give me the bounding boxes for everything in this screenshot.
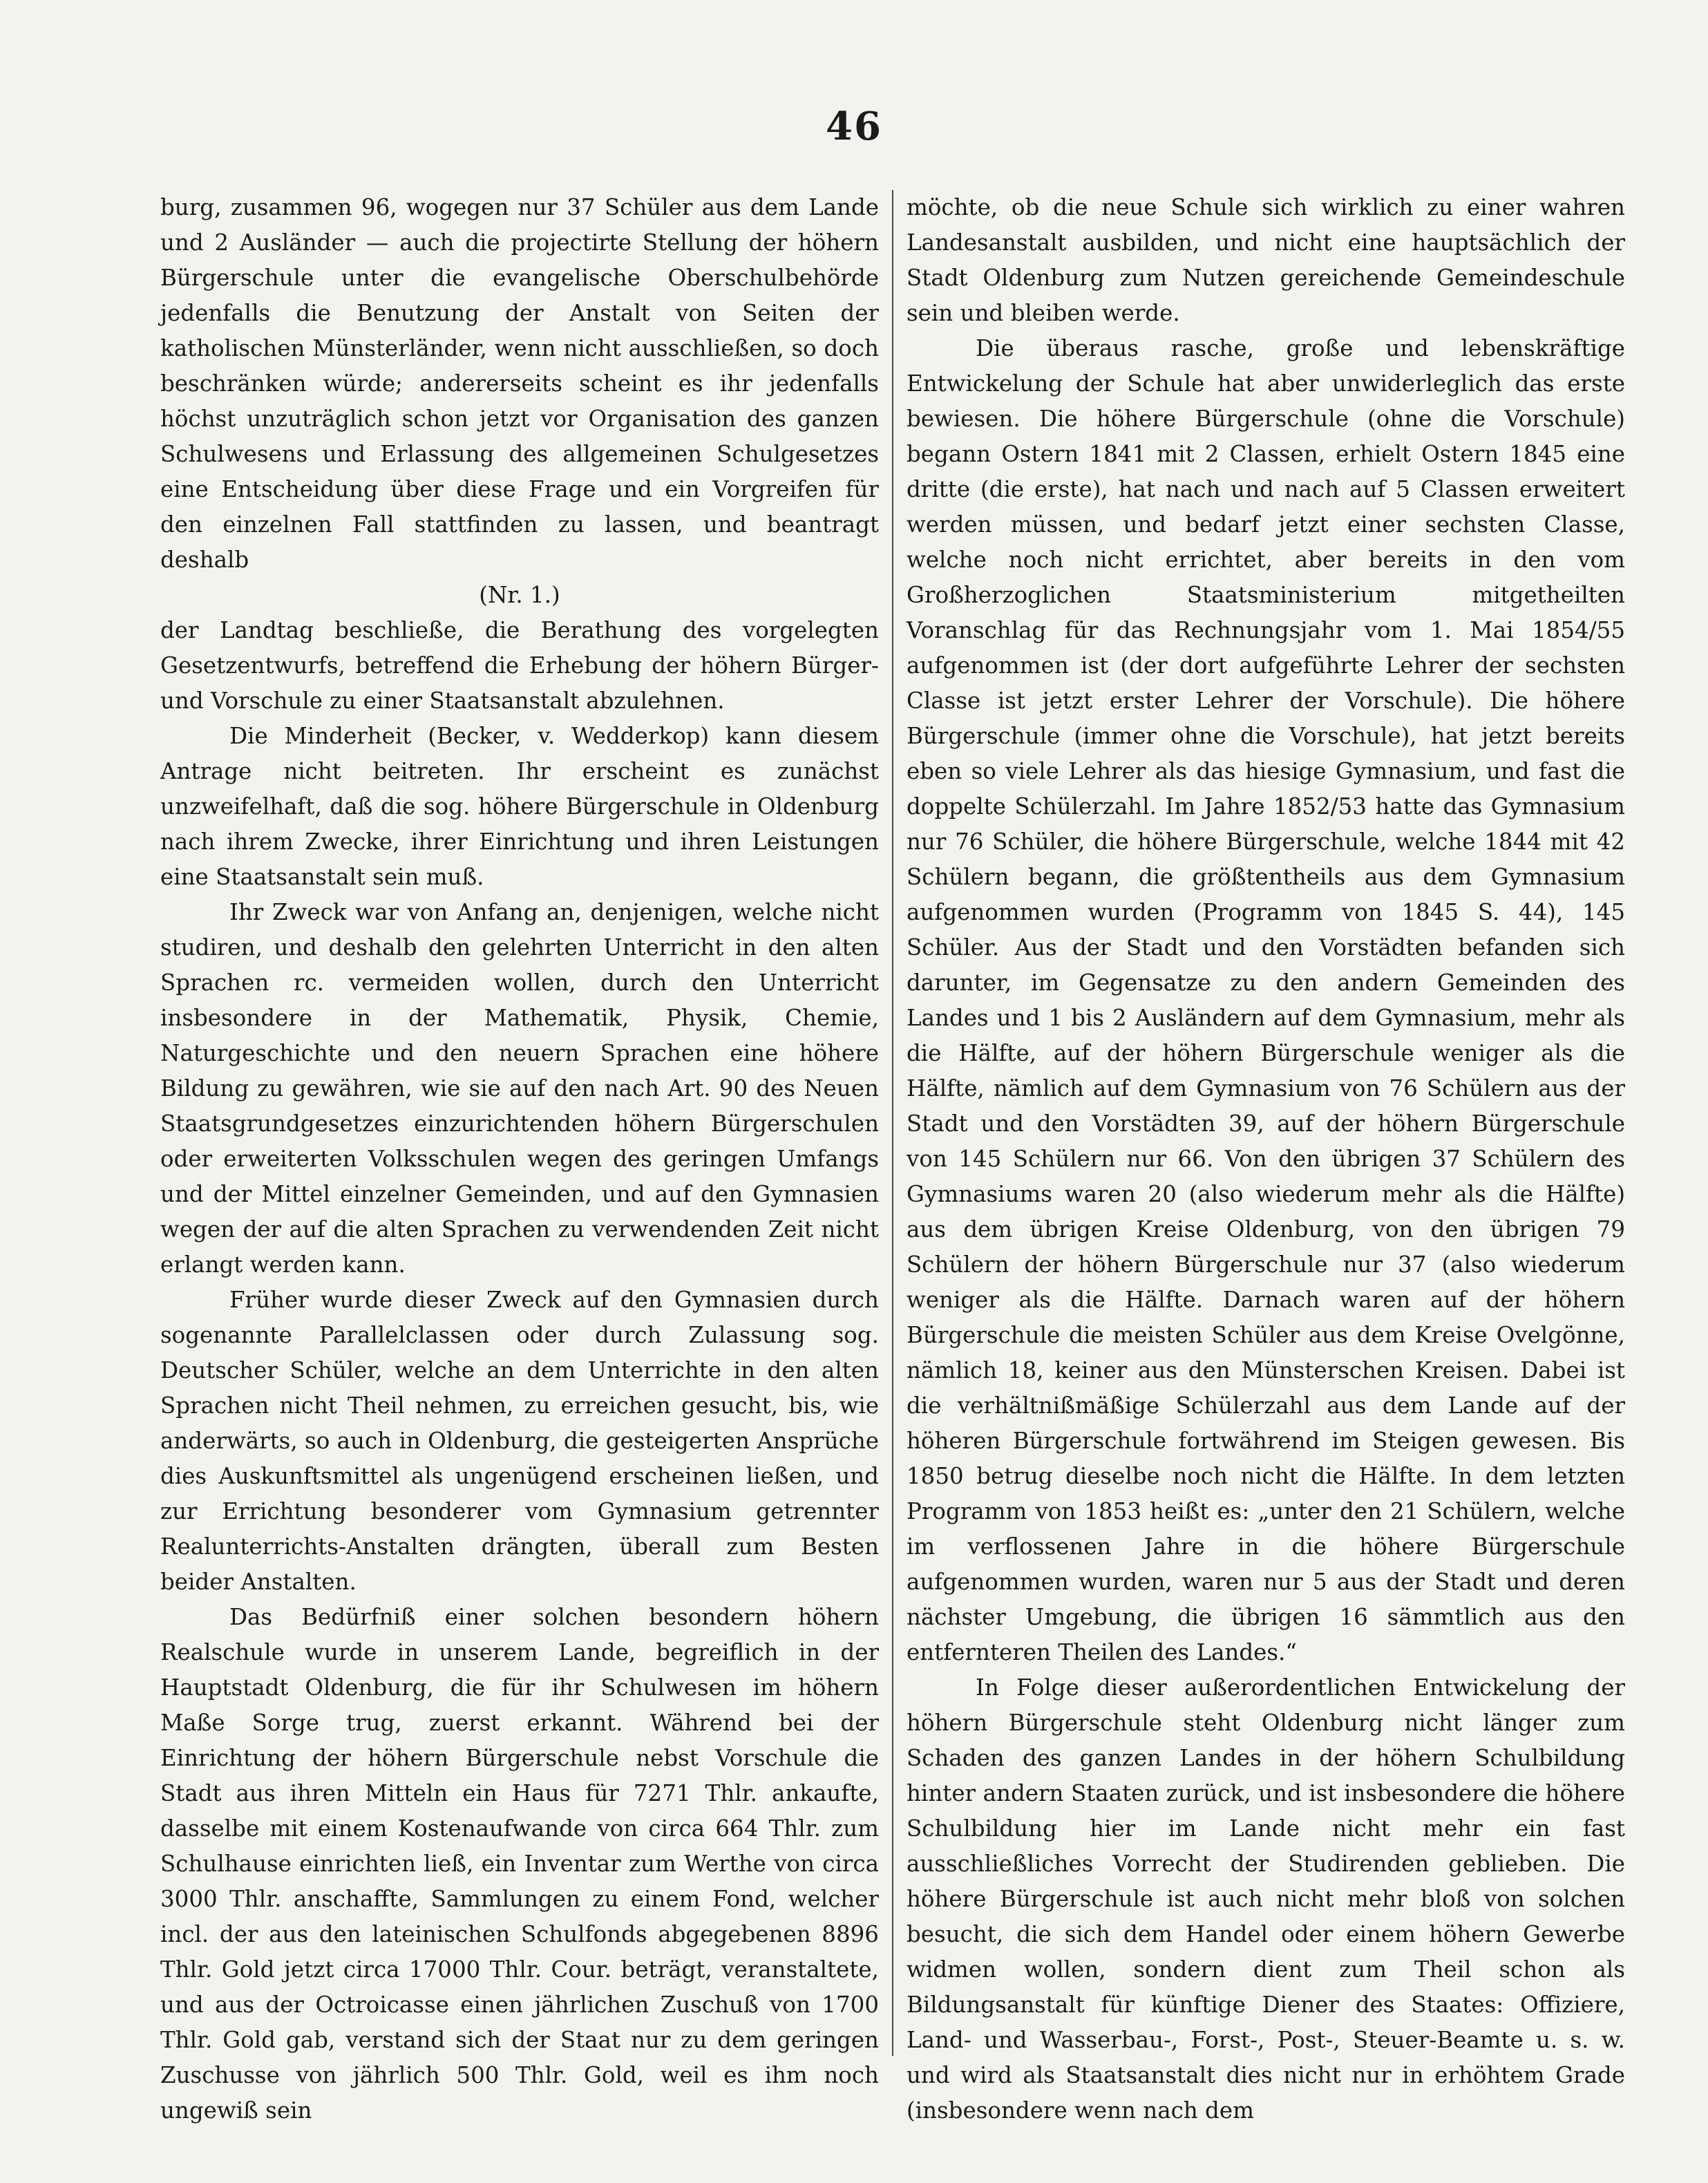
paragraph: Früher wurde dieser Zweck auf den Gymnasien durch sogenannte Parallelclassen oder durch Zulassung sog. Deutscher Schüler, welche an dem Unterrichte in den alten Sprachen nicht Theil nehmen, zu erreichen gesucht, bis, wie anderwärts, so auch in Oldenburg, die gesteigerten Ansprüche dies Auskunftsmittel als ungenügend erscheinen ließen, und zur Errichtung besonderer vom Gymnasium getrennter Realunterrichts-Anstalten drängten, überall zum Besten beider Anstalten. bbox=[160, 1287, 879, 1595]
motion-number: (Nr. 1.) bbox=[479, 582, 560, 608]
paragraph: Das Bedürfniß einer solchen besondern höhern Realschule wurde in unserem Lande, begreiflich in der Hauptstadt Oldenburg, die für ihr Schulwesen im höhern Maße Sorge trug, zuerst erkannt. Während bei der Einrichtung der höhern Bürgerschule nebst Vorschule die Stadt aus ihren Mitteln ein Haus für 7271 Thlr. ankaufte, dasselbe mit einem Kostenaufwande von circa 664 Thlr. zum Schulhause einrichten ließ, ein Inventar zum Werthe von circa 3000 Thlr. anschaffte, Sammlungen zu einem Fond, welcher incl. der aus den lateinischen Schulfonds abgegebenen 8896 Thlr. Gold jetzt circa 17000 Thlr. Cour. beträgt, veranstaltete, und aus der Octroicasse einen jährlichen Zuschuß von 1700 Thlr. Gold gab, verstand sich der Staat nur zu dem geringen Zuschusse von jährlich 500 Thlr. Gold, weil es ihm noch ungewiß sein bbox=[160, 1604, 879, 2124]
paragraph: Ihr Zweck war von Anfang an, denjenigen, welche nicht studiren, und deshalb den gelehrten Unterricht in den alten Sprachen rc. vermeiden wollen, durch den Unterricht insbesondere in der Mathematik, Physik, Chemie, Naturgeschichte und den neuern Sprachen eine höhere Bildung zu gewähren, wie sie auf den nach Art. 90 des Neuen Staatsgrundgesetzes einzurichtenden höhern Bürgerschulen oder erweiterten Volksschulen wegen des geringen Umfangs und der Mittel einzelner Gemeinden, und auf den Gymnasien wegen der auf die alten Sprachen zu verwendenden Zeit nicht erlangt werden kann. bbox=[160, 899, 879, 1278]
paragraph: Die überaus rasche, große und lebenskräftige Entwickelung der Schule hat aber unwiderleglich das erste bewiesen. Die höhere Bürgerschule (ohne die Vorschule) begann Ostern 1841 mit 2 Classen, erhielt Ostern 1845 eine dritte (die erste), hat nach und nach auf 5 Classen erweitert werden müssen, und bedarf jetzt einer sechsten Classe, welche noch nicht errichtet, aber bereits in den vom Großherzoglichen Staatsministerium mitgetheilten Voranschlag für das Rechnungsjahr vom 1. Mai 1854/55 aufgenommen ist (der dort aufgeführte Lehrer der sechsten Classe ist jetzt erster Lehrer der Vorschule). Die höhere Bürgerschule (immer ohne die Vorschule), hat jetzt bereits eben so viele Lehrer als das hiesige Gymnasium, und fast die doppelte Schülerzahl. Im Jahre 1852/53 hatte das Gymnasium nur 76 Schüler, die höhere Bürgerschule, welche 1844 mit 42 Schülern begann, die größtentheils aus dem Gymnasium aufgenommen wurden (Programm von 1845 S. 44), 145 Schüler. Aus der Stadt und den Vorstädten befanden sich darunter, im Gegensatze zu den andern Gemeinden des Landes und 1 bis 2 Ausländern auf dem Gymnasium, mehr als die Hälfte, auf der höhern Bürgerschule weniger als die Hälfte, nämlich auf dem Gymnasium von 76 Schülern aus der Stadt und den Vorstädten 39, auf der höhern Bürgerschule von 145 Schülern nur 66. Von den übrigen 37 Schülern des Gymnasiums waren 20 (also wiederum mehr als die Hälfte) aus dem übrigen Kreise Oldenburg, von den übrigen 79 Schülern der höhern Bürgerschule nur 37 (also wiederum weniger als die Hälfte. Darnach waren auf der höhern Bürgerschule die meisten Schüler aus dem Kreise Ovelgönne, nämlich 18, keiner aus den Münsterschen Kreisen. Dabei ist die verhältnißmäßige Schülerzahl aus dem Lande auf der höheren Bürgerschule fortwährend im Steigen gewesen. Bis 1850 betrug dieselbe noch nicht die Hälfte. In dem letzten Programm von 1853 heißt es: „unter den 21 Schülern, welche im verflossenen Jahre in die höhere Bürgerschule aufgenommen wurden, waren nur 5 aus der Stadt und deren nächster Umgebung, die übrigen 16 sämmtlich aus den entfernteren Theilen des Landes.“ bbox=[907, 335, 1625, 1665]
paragraph: In Folge dieser außerordentlichen Entwickelung der höhern Bürgerschule steht Oldenburg nicht länger zum Schaden des ganzen Landes in der höhern Schulbildung hinter andern Staaten zurück, und ist insbesondere die höhere Schulbildung hier im Lande nicht mehr ein fast ausschließliches Vorrecht der Studirenden geblieben. Die höhere Bürgerschule ist auch nicht mehr bloß von solchen besucht, die sich dem Handel oder einem höhern Gewerbe widmen wollen, sondern dient zum Theil schon als Bildungsanstalt für künftige Diener des Staates: Offiziere, Land- und Wasserbau-, Forst-, Post-, Steuer-Beamte u. s. w. und wird als Staatsanstalt dies nicht nur in erhöhtem Grade (insbesondere wenn nach dem bbox=[907, 1674, 1625, 2124]
paragraph: möchte, ob die neue Schule sich wirklich zu einer wahren Landesanstalt ausbilden, und nicht eine hauptsächlich der Stadt Oldenburg zum Nutzen gereichende Gemeindeschule sein und bleiben werde. bbox=[907, 194, 1625, 326]
column-divider bbox=[892, 190, 893, 2056]
motion-text: der Landtag beschließe, die Berathung des vorgelegten Gesetzentwurfs, betreffend die Erhebung der höhern Bürger- und Vorschule zu einer Staatsanstalt abzulehnen. bbox=[160, 617, 879, 714]
paragraph: burg, zusammen 96, wogegen nur 37 Schüler aus dem Lande und 2 Ausländer — auch die projectirte Stellung der höhern Bürgerschule unter die evangelische Oberschulbehörde jedenfalls die Benutzung der Anstalt von Seiten der katholischen Münsterländer, wenn nicht ausschließen, so doch beschränken würde; andererseits scheint es ihr jedenfalls höchst unzuträglich schon jetzt vor Organisation des ganzen Schulwesens und Erlassung des allgemeinen Schulgesetzes eine Entscheidung über diese Frage und ein Vorgreifen für den einzelnen Fall stattfinden zu lassen, und beantragt deshalb bbox=[160, 194, 879, 573]
right-column bbox=[907, 190, 1625, 2128]
left-column bbox=[160, 190, 879, 2128]
paragraph: Die Minderheit (Becker, v. Wedderkop) kann diesem Antrage nicht beitreten. Ihr erscheint es zunächst unzweifelhaft, daß die sog. höhere Bürgerschule in Oldenburg nach ihrem Zwecke, ihrer Einrichtung und ihren Leistungen eine Staatsanstalt sein muß. bbox=[160, 723, 879, 890]
page-number: 46 bbox=[826, 104, 882, 149]
